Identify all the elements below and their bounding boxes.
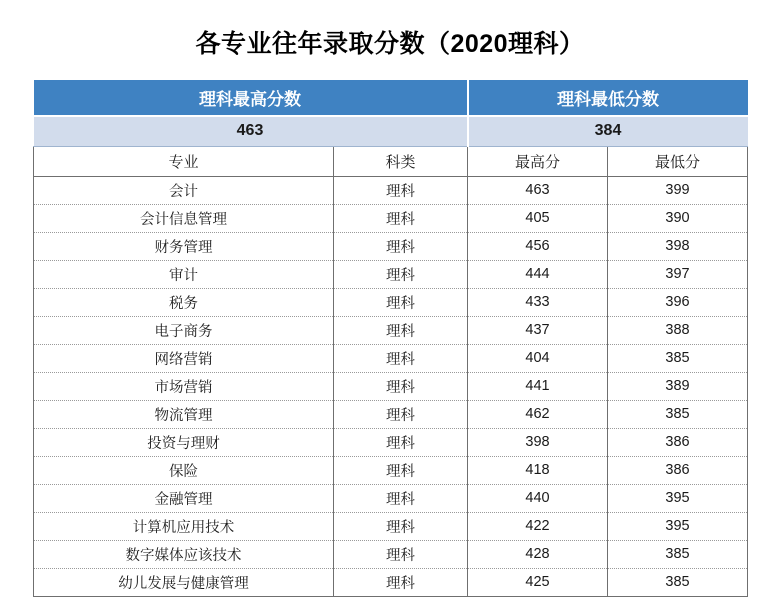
cell-low: 389	[608, 372, 748, 400]
cell-type: 理科	[334, 176, 468, 204]
table-row	[34, 232, 748, 260]
cell-major: 金融管理	[34, 484, 334, 512]
cell-major: 会计信息管理	[34, 204, 334, 232]
cell-high: 437	[468, 316, 608, 344]
cell-high: 433	[468, 288, 608, 316]
cell-major: 物流管理	[34, 400, 334, 428]
cell-type: 理科	[334, 344, 468, 372]
table-row	[34, 176, 748, 204]
cell-type: 理科	[334, 428, 468, 456]
table-row	[34, 540, 748, 568]
cell-low: 399	[608, 176, 748, 204]
table-row	[34, 288, 748, 316]
cell-major: 电子商务	[34, 316, 334, 344]
table-row	[34, 428, 748, 456]
summary-header-lowest: 理科最低分数	[468, 80, 748, 116]
cell-major: 数字媒体应该技术	[34, 540, 334, 568]
cell-type: 理科	[334, 316, 468, 344]
table-row	[34, 260, 748, 288]
cell-high: 462	[468, 400, 608, 428]
column-header-high: 最高分	[468, 146, 608, 176]
cell-low: 396	[608, 288, 748, 316]
table-row	[34, 568, 748, 596]
cell-high: 404	[468, 344, 608, 372]
cell-high: 405	[468, 204, 608, 232]
cell-major: 幼儿发展与健康管理	[34, 568, 334, 596]
cell-type: 理科	[334, 260, 468, 288]
table-row	[34, 372, 748, 400]
cell-low: 395	[608, 484, 748, 512]
cell-type: 理科	[334, 372, 468, 400]
cell-type: 理科	[334, 400, 468, 428]
cell-high: 440	[468, 484, 608, 512]
cell-type: 理科	[334, 204, 468, 232]
table-body	[34, 80, 748, 596]
cell-high: 425	[468, 568, 608, 596]
summary-value-row	[34, 116, 748, 146]
cell-major: 投资与理财	[34, 428, 334, 456]
cell-high: 418	[468, 456, 608, 484]
cell-type: 理科	[334, 568, 468, 596]
cell-major: 网络营销	[34, 344, 334, 372]
cell-low: 386	[608, 428, 748, 456]
summary-value-lowest: 384	[468, 116, 748, 146]
page-title: 各专业往年录取分数（2020理科）	[195, 30, 585, 58]
cell-high: 441	[468, 372, 608, 400]
column-header-major: 专业	[34, 146, 334, 176]
cell-major: 市场营销	[34, 372, 334, 400]
cell-high: 463	[468, 176, 608, 204]
cell-low: 388	[608, 316, 748, 344]
cell-high: 444	[468, 260, 608, 288]
summary-header-row	[34, 80, 748, 116]
cell-type: 理科	[334, 540, 468, 568]
cell-high: 456	[468, 232, 608, 260]
cell-high: 428	[468, 540, 608, 568]
table-row	[34, 204, 748, 232]
cell-low: 395	[608, 512, 748, 540]
table-container	[0, 80, 780, 597]
score-table	[33, 80, 748, 597]
cell-type: 理科	[334, 232, 468, 260]
cell-type: 理科	[334, 288, 468, 316]
cell-low: 398	[608, 232, 748, 260]
cell-low: 385	[608, 344, 748, 372]
cell-type: 理科	[334, 512, 468, 540]
cell-major: 税务	[34, 288, 334, 316]
cell-type: 理科	[334, 456, 468, 484]
column-header-type: 科类	[334, 146, 468, 176]
table-row	[34, 512, 748, 540]
column-header-row	[34, 146, 748, 176]
cell-high: 398	[468, 428, 608, 456]
cell-high: 422	[468, 512, 608, 540]
column-header-low: 最低分	[608, 146, 748, 176]
table-row	[34, 344, 748, 372]
summary-header-highest: 理科最高分数	[34, 80, 468, 116]
cell-major: 计算机应用技术	[34, 512, 334, 540]
cell-low: 397	[608, 260, 748, 288]
cell-major: 会计	[34, 176, 334, 204]
cell-major: 财务管理	[34, 232, 334, 260]
table-row	[34, 484, 748, 512]
table-row	[34, 456, 748, 484]
table-row	[34, 316, 748, 344]
cell-low: 385	[608, 540, 748, 568]
cell-low: 385	[608, 568, 748, 596]
cell-major: 保险	[34, 456, 334, 484]
cell-low: 385	[608, 400, 748, 428]
table-row	[34, 400, 748, 428]
cell-low: 390	[608, 204, 748, 232]
cell-low: 386	[608, 456, 748, 484]
summary-value-highest: 463	[34, 116, 468, 146]
cell-major: 审计	[34, 260, 334, 288]
cell-type: 理科	[334, 484, 468, 512]
